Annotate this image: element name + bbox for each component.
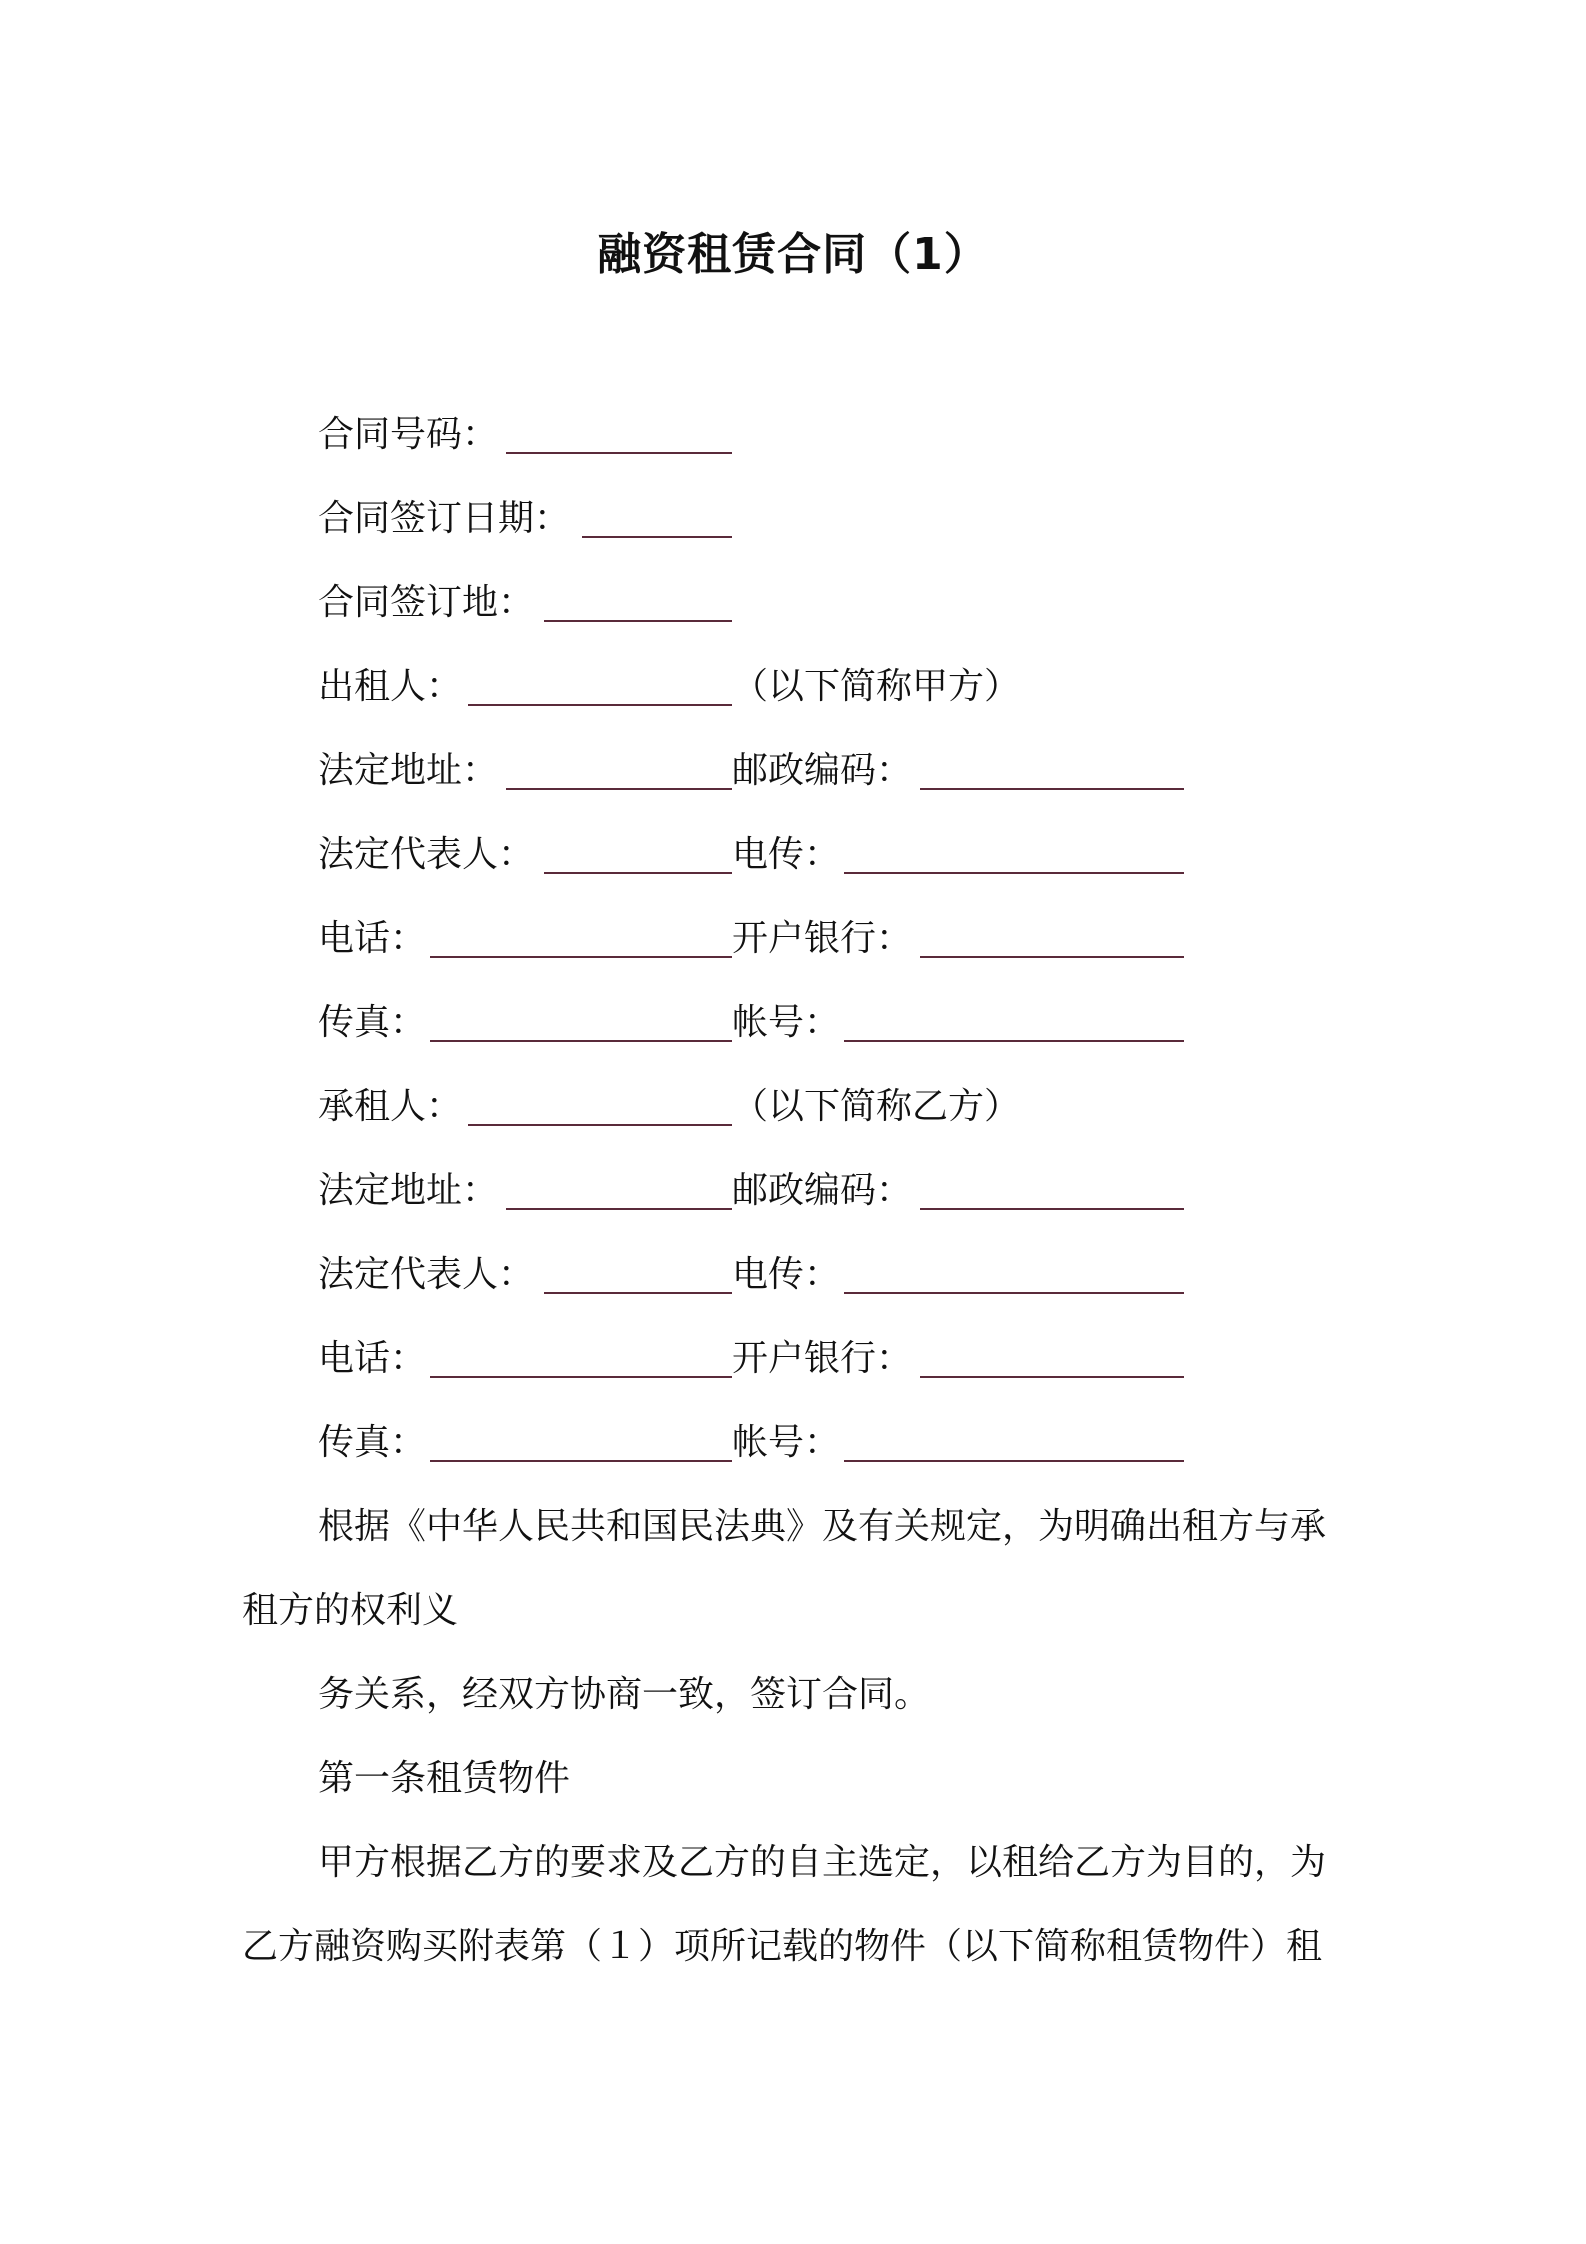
article-1-line-1: 甲方根据乙方的要求及乙方的自主选定，以租给乙方为目的，为	[318, 1842, 1327, 1883]
lessor-phone-blank[interactable]	[430, 956, 732, 958]
lessee-address-label: 法定地址：	[318, 1170, 499, 1211]
lessor-bank-blank[interactable]	[920, 956, 1184, 958]
lessor-telegraph-blank[interactable]	[844, 872, 1184, 874]
lessee-address-blank[interactable]	[506, 1208, 732, 1210]
sign-place-label: 合同签订地：	[318, 582, 535, 623]
lessee-account-blank[interactable]	[844, 1460, 1184, 1462]
lessee-postcode-blank[interactable]	[920, 1208, 1184, 1210]
lessor-rep-label: 法定代表人：	[318, 834, 535, 875]
page-title: 融资租赁合同（1）	[597, 229, 989, 280]
sign-date-blank[interactable]	[582, 536, 732, 538]
sign-place-blank[interactable]	[544, 620, 732, 622]
lessee-telegraph-blank[interactable]	[844, 1292, 1184, 1294]
lessor-bank-label: 开户银行：	[732, 918, 913, 959]
lessee-telegraph-label: 电传：	[732, 1254, 841, 1295]
lessee-phone-blank[interactable]	[430, 1376, 732, 1378]
lessee-account-label: 帐号：	[732, 1422, 841, 1463]
lessor-name-label: 出租人：	[318, 666, 463, 707]
lessor-phone-label: 电话：	[318, 918, 427, 959]
intro-line-1: 根据《中华人民共和国民法典》及有关规定，为明确出租方与承	[318, 1506, 1327, 1547]
sign-date-label: 合同签订日期：	[318, 498, 571, 539]
lessee-postcode-label: 邮政编码：	[732, 1170, 913, 1211]
lessor-address-label: 法定地址：	[318, 750, 499, 791]
lessee-phone-label: 电话：	[318, 1338, 427, 1379]
lessor-rep-blank[interactable]	[544, 872, 732, 874]
contract-no-label: 合同号码：	[318, 414, 499, 455]
lessee-name-blank[interactable]	[468, 1124, 732, 1126]
lessor-postcode-label: 邮政编码：	[732, 750, 913, 791]
lessee-name-label: 承租人：	[318, 1086, 463, 1127]
lessee-fax-blank[interactable]	[430, 1460, 732, 1462]
lessor-fax-label: 传真：	[318, 1002, 427, 1043]
lessor-telegraph-label: 电传：	[732, 834, 841, 875]
lessee-fax-label: 传真：	[318, 1422, 427, 1463]
lessee-bank-label: 开户银行：	[732, 1338, 913, 1379]
lessor-address-blank[interactable]	[506, 788, 732, 790]
lessor-account-label: 帐号：	[732, 1002, 841, 1043]
lessor-account-blank[interactable]	[844, 1040, 1184, 1042]
lessee-bank-blank[interactable]	[920, 1376, 1184, 1378]
article-1-line-2: 乙方融资购买附表第（１）项所记载的物件（以下简称租赁物件）租	[242, 1926, 1323, 1967]
intro-line-3: 务关系，经双方协商一致，签订合同。	[318, 1674, 931, 1715]
contract-no-blank[interactable]	[506, 452, 732, 454]
lessee-rep-label: 法定代表人：	[318, 1254, 535, 1295]
article-1-title: 第一条租赁物件	[318, 1758, 571, 1799]
intro-line-2: 租方的权利义	[242, 1590, 459, 1631]
lessee-name-suffix: （以下简称乙方）	[732, 1086, 1021, 1127]
lessee-rep-blank[interactable]	[544, 1292, 732, 1294]
lessor-fax-blank[interactable]	[430, 1040, 732, 1042]
lessor-name-blank[interactable]	[468, 704, 732, 706]
lessor-postcode-blank[interactable]	[920, 788, 1184, 790]
lessor-name-suffix: （以下简称甲方）	[732, 666, 1021, 707]
